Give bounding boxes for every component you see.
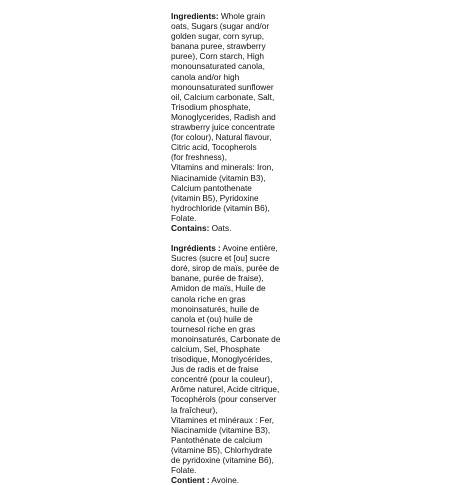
french-ingredients-line: (vitamine B5), Chlorhydrate: [171, 444, 273, 455]
french-ingredients-line: la fraîcheur),: [171, 404, 218, 415]
french-contains-value: Avoine.: [209, 475, 240, 485]
english-ingredients-line: golden sugar, corn syrup,: [171, 31, 265, 42]
english-contains-line: [171, 223, 283, 233]
french-ingredients-line: [171, 243, 283, 253]
english-ingredients-line: Trisodium phosphate,: [171, 101, 251, 112]
french-ingredients-text: Avoine entière,: [220, 243, 278, 254]
english-contains-value: Oats.: [209, 222, 232, 233]
french-ingredients-line: Jus de radis et de fraise: [171, 364, 259, 375]
english-ingredients-line: (for freshness),: [171, 152, 227, 163]
french-ingredients-line: monoinsaturés, Carbonate de: [171, 333, 281, 344]
english-ingredients-line: hydrochloride (vitamin B6),: [171, 202, 270, 213]
french-ingredients-line: concentré (pour la couleur),: [171, 374, 273, 385]
french-ingredients-line: Folate.: [171, 465, 197, 476]
english-ingredients-line: canola and/or high: [171, 71, 240, 82]
french-ingredients-line: canola et (ou) huile de: [171, 313, 253, 324]
english-ingredients-line: Folate.: [171, 212, 197, 223]
french-ingredients-line: canola riche en gras: [171, 293, 246, 304]
french-ingredients-line: trisodique, Monoglycérides,: [171, 354, 273, 365]
english-ingredients-line: monounsaturated sunflower: [171, 81, 274, 92]
english-ingredients-line: monounsaturated canola,: [171, 61, 265, 72]
french-ingredients-line: calcium, Sel, Phosphate: [171, 344, 261, 354]
french-ingredients-line: tournesol riche en gras: [171, 323, 256, 334]
english-ingredients-line: oil, Calcium carbonate, Salt,: [171, 91, 275, 102]
english-ingredients-line: Monoglycerides, Radish and: [171, 111, 276, 122]
english-ingredients-heading: Ingredients:: [171, 11, 219, 21]
french-ingredients-line: Pantothénate de calcium: [171, 434, 263, 445]
french-ingredients-line: Tocophérols (pour conserver: [171, 394, 277, 405]
english-ingredients-line: Vitamins and minerals: Iron,: [171, 162, 274, 173]
french-contains-line: [171, 475, 283, 485]
english-ingredients-line: (for colour), Natural flavour,: [171, 132, 272, 143]
french-ingredients-line: doré, sirop de maïs, purée de: [171, 263, 279, 274]
english-ingredients-line: Calcium pantothenate: [171, 182, 252, 193]
english-ingredients-block: [171, 11, 283, 233]
french-contains-heading: Contient :: [171, 475, 210, 485]
french-ingredients-line: de pyridoxine (vitamine B6),: [171, 455, 274, 466]
english-ingredients-text: Whole grain: [218, 11, 266, 21]
french-ingredients-block: [171, 243, 283, 485]
ingredients-label-panel: [171, 11, 283, 485]
english-ingredients-line: puree), Corn starch, High: [171, 51, 265, 62]
french-ingredients-line: Vitamines et minéraux : Fer,: [171, 414, 274, 425]
french-ingredients-heading: Ingrédients :: [171, 243, 221, 254]
french-ingredients-line: banane, purée de fraise),: [171, 273, 264, 284]
english-ingredients-line: strawberry juice concentrate: [171, 122, 275, 133]
english-ingredients-line: Niacinamide (vitamin B3),: [171, 172, 266, 183]
english-ingredients-line: (vitamin B5), Pyridoxine: [171, 192, 259, 203]
english-ingredients-line: [171, 11, 283, 21]
english-ingredients-line: Citric acid, Tocopherols: [171, 142, 257, 153]
french-ingredients-line: Arôme naturel, Acide citrique,: [171, 384, 280, 395]
french-ingredients-line: Sucres (sucre et [ou] sucre: [171, 253, 270, 264]
french-ingredients-line: Niacinamide (vitamine B3),: [171, 424, 271, 435]
english-contains-heading: Contains:: [171, 222, 210, 233]
english-ingredients-line: oats, Sugars (sugar and/or: [171, 21, 270, 32]
english-ingredients-line: banana puree, strawberry: [171, 41, 266, 52]
french-ingredients-line: monoinsaturés, huile de: [171, 303, 260, 314]
french-ingredients-line: Amidon de maïs, Huile de: [171, 283, 266, 294]
